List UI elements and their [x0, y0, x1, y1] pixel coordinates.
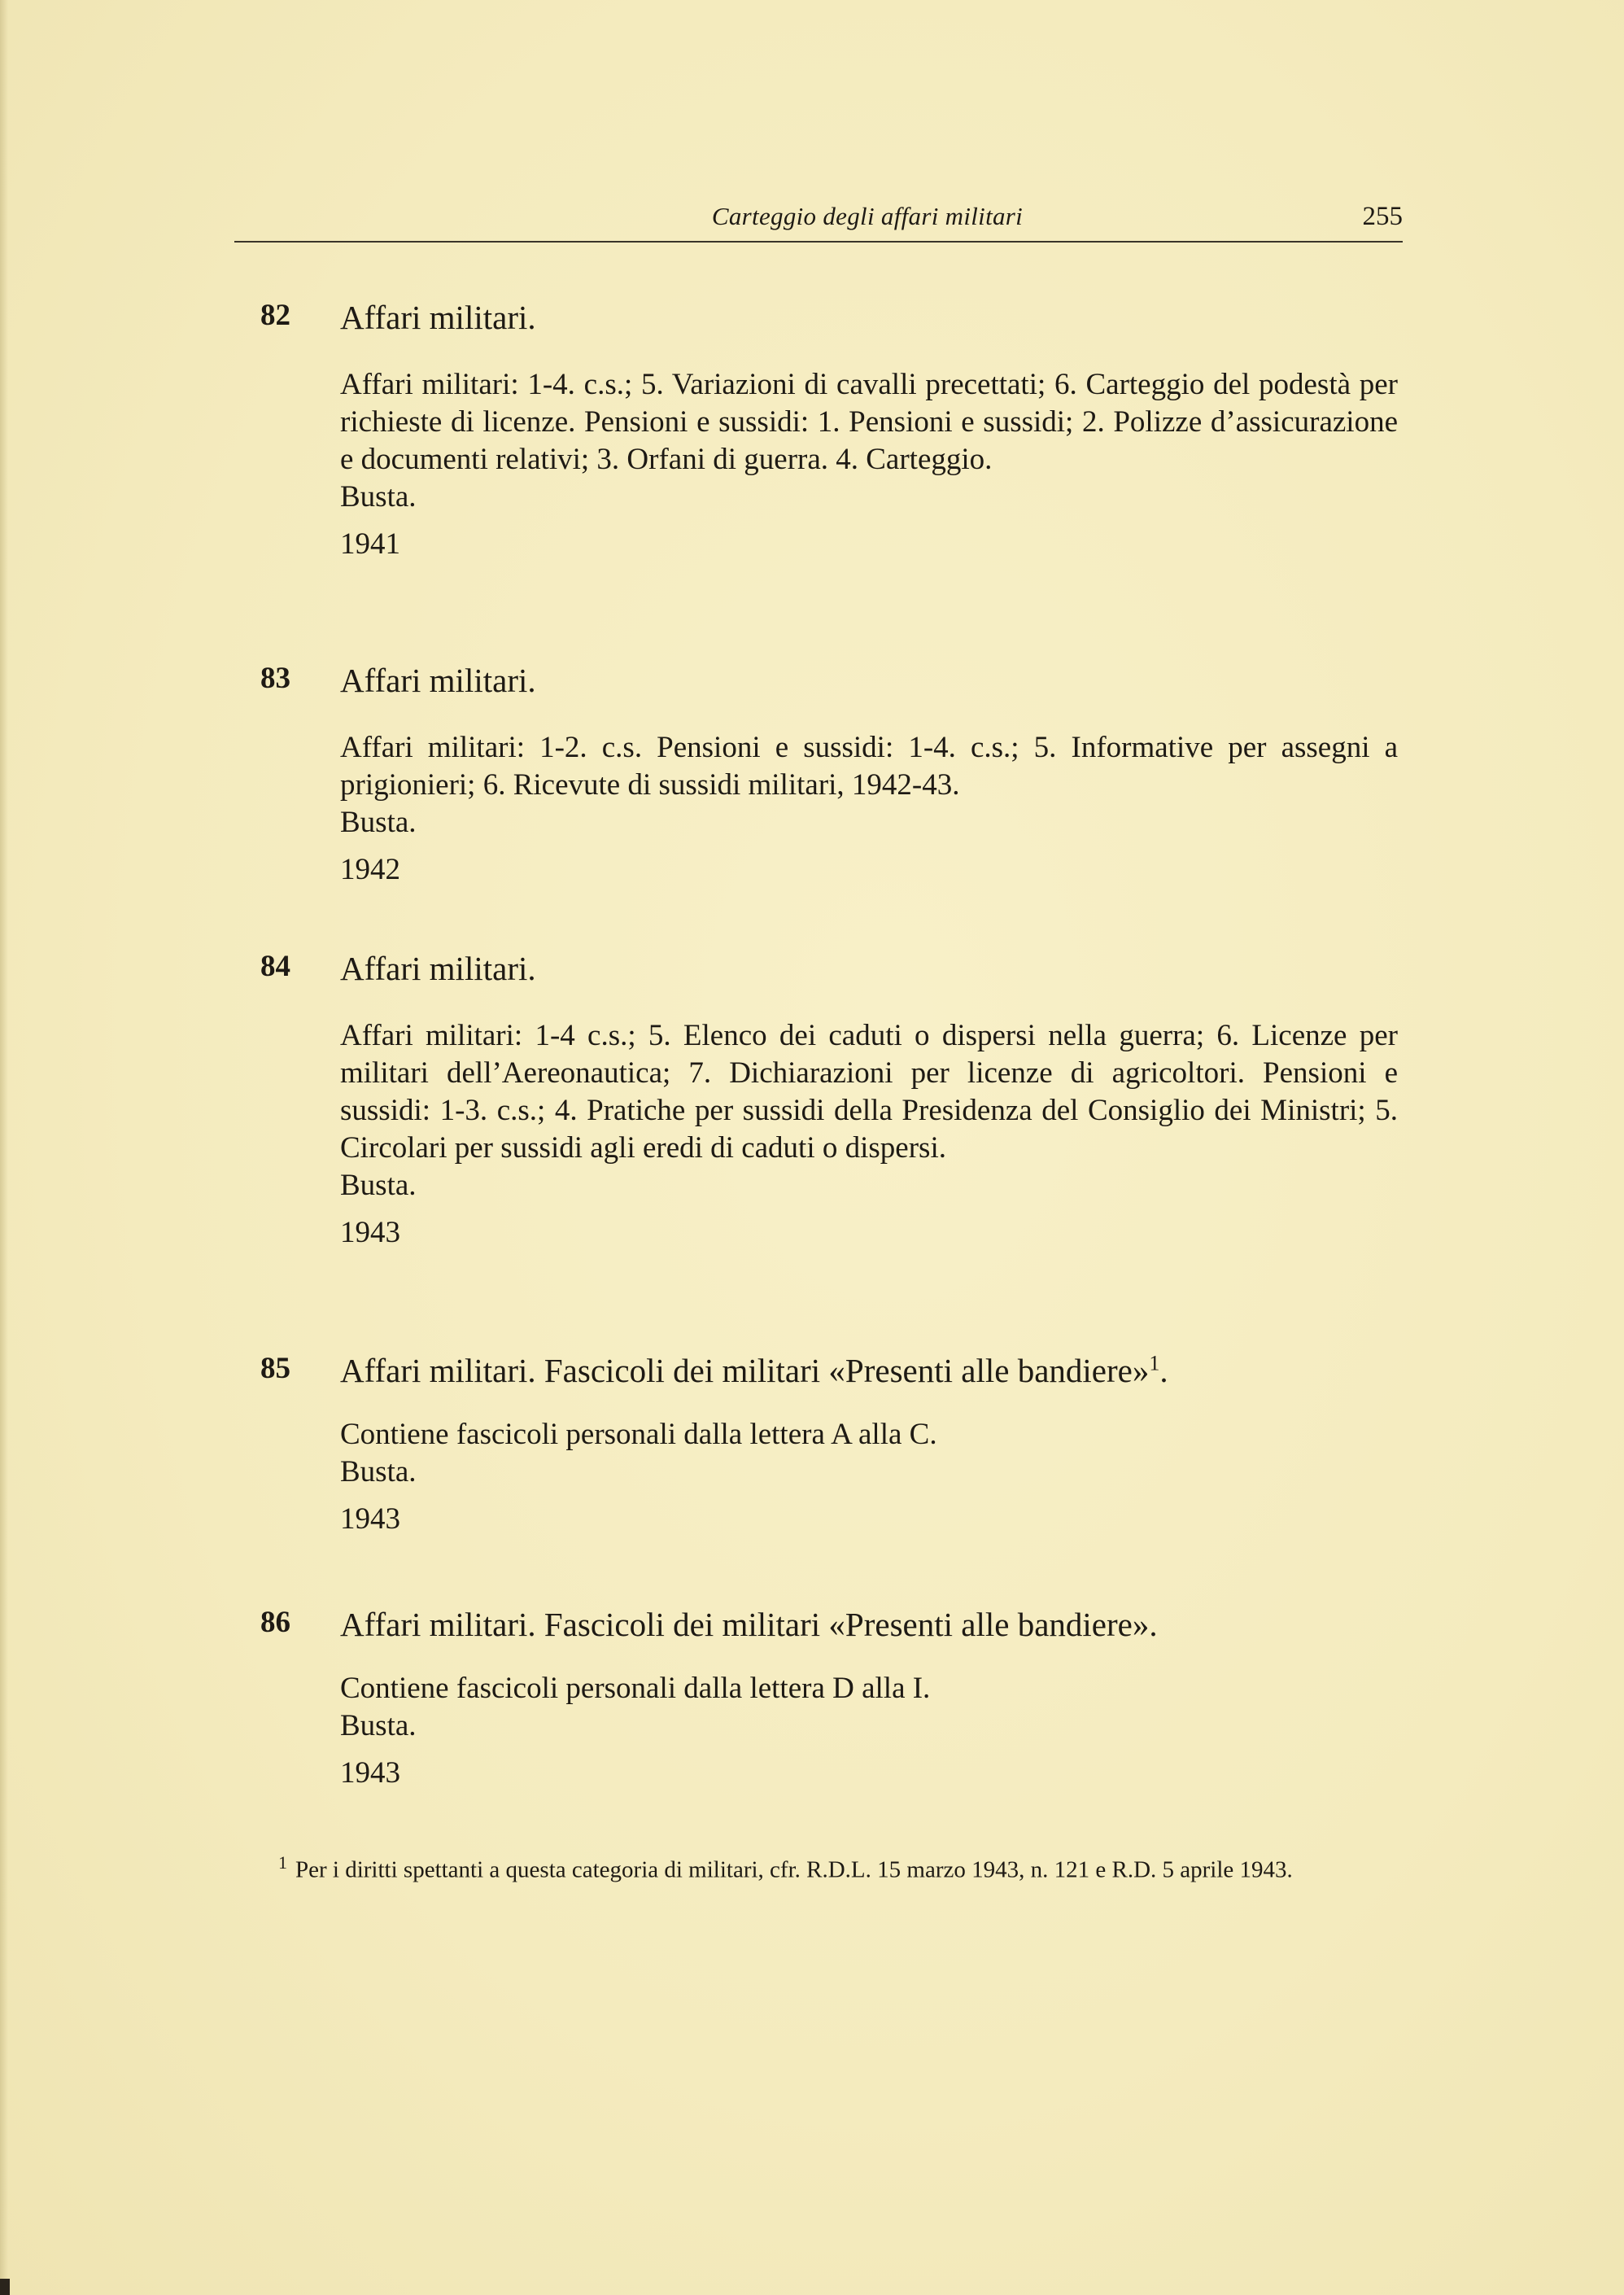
- entry-date: 1943: [340, 1216, 400, 1249]
- entry-title: Affari militari.: [340, 662, 536, 699]
- entry-description: Affari militari: 1-4 c.s.; 5. Elenco dei caduti o dispersi nella guerra; 6. Licenze per militari dell’Aereonautica; 7. Dichiarazioni per licenze di agricoltori. Pensioni e sussidi: 1-3. c.s.; 4. Pratiche per sussidi della Presidenza del Consiglio dei Ministri; 5. Circolari per sussidi agli eredi di caduti o dispersi.: [340, 1019, 1398, 1165]
- footnote-mark: 1: [278, 1852, 287, 1873]
- entry-heading: [244, 1351, 1399, 1400]
- footnote-reference: 1: [1149, 1351, 1160, 1375]
- archive-entry-85: [244, 1351, 1399, 1538]
- entry-description: Affari militari: 1-4. c.s.; 5. Variazioni di cavalli precettati; 6. Carteggio del podestà per richieste di licenze. Pensioni e sussidi: 1. Pensioni e sussidi; 2. Polizze d’assicurazione e documenti relativi; 3. Orfani di guerra. 4. Carteggio.: [340, 368, 1398, 476]
- entry-heading: [244, 661, 1399, 710]
- entry-number: 85: [260, 1352, 290, 1385]
- archive-entry-82: [244, 298, 1399, 563]
- footnote: [244, 1847, 1396, 1886]
- running-title: Carteggio degli affari militari: [711, 202, 1024, 230]
- archive-entry-84: [244, 949, 1399, 1252]
- entry-title-end: .: [1159, 1352, 1168, 1389]
- footnote-text: Per i diritti spettanti a questa categoria di militari, cfr. R.D.L. 15 marzo 1943, n. 121 e R.D. 5 aprile 1943.: [295, 1856, 1293, 1883]
- entry-number: 86: [260, 1606, 290, 1639]
- entry-description: Contiene fascicoli personali dalla lettera A alla C.: [340, 1418, 937, 1451]
- entry-title: [340, 1351, 1168, 1390]
- entry-date: 1941: [340, 527, 400, 561]
- scan-corner-mark: [0, 2279, 10, 2295]
- entry-number: 82: [260, 299, 290, 332]
- entry-heading: [244, 1605, 1399, 1654]
- entry-heading: [244, 298, 1399, 347]
- entry-title: Affari militari. Fascicoli dei militari «Presenti alle bandiere».: [340, 1606, 1158, 1643]
- page-header: [234, 202, 1403, 243]
- entry-unit: Busta.: [340, 1455, 417, 1488]
- entry-description: Contiene fascicoli personali dalla lettera D alla I.: [340, 1672, 931, 1705]
- page-edge-shadow: [0, 0, 8, 2295]
- entry-date: 1943: [340, 1502, 400, 1536]
- entry-unit: Busta.: [340, 1169, 417, 1202]
- entry-number: 83: [260, 662, 290, 695]
- entry-unit: Busta.: [340, 806, 417, 839]
- page-number: 255: [1362, 202, 1403, 231]
- entry-number: 84: [260, 950, 290, 983]
- entry-title: Affari militari.: [340, 299, 536, 336]
- archive-entry-86: [244, 1605, 1399, 1792]
- entry-title-text: Affari militari. Fascicoli dei militari «Presenti alle bandiere»: [340, 1352, 1150, 1389]
- entry-description: Affari militari: 1-2. c.s. Pensioni e sussidi: 1-4. c.s.; 5. Informative per assegni a prigionieri; 6. Ricevute di sussidi militari, 1942-43.: [340, 731, 1398, 802]
- entry-unit: Busta.: [340, 1709, 417, 1742]
- entry-unit: Busta.: [340, 480, 417, 514]
- entry-heading: [244, 949, 1399, 998]
- entry-date: 1942: [340, 853, 400, 886]
- archive-entry-83: [244, 661, 1399, 889]
- entry-title: Affari militari.: [340, 950, 536, 987]
- entry-date: 1943: [340, 1756, 400, 1790]
